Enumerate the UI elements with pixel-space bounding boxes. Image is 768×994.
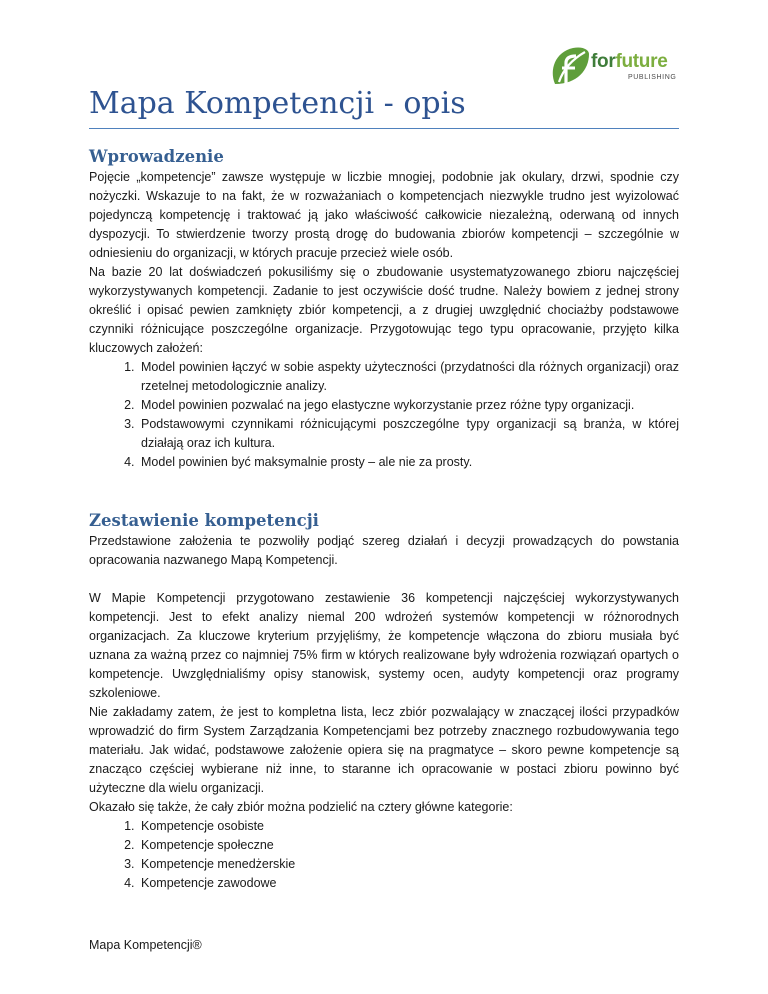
logo-wordmark bbox=[591, 51, 667, 73]
forfuture-logo bbox=[549, 44, 679, 90]
intro-assumptions-list bbox=[89, 358, 679, 472]
list-item: 1. Kompetencje osobiste bbox=[138, 817, 679, 836]
summary-paragraph-4: Okazało się także, że cały zbiór można podzielić na cztery główne kategorie: bbox=[89, 800, 513, 814]
intro-paragraph-2: Na bazie 20 lat doświadczeń pokusiliśmy się o zbudowanie usystematyzowanego zbioru najczęściej wykorzystywanych kompetencji. Zadanie to jest oczywiście dość trudne. Należy bowiem z jednej strony określić i opisać pewien zamknięty zbiór kompetencji, a z drugiej uwzględnić chociażby podstawowe czynniki różnicujące poszczególne organizacje. Przygotowując tego typu opracowanie, przyjęto kilka kluczowych założeń: bbox=[89, 265, 679, 355]
list-item: 3. Kompetencje menedżerskie bbox=[138, 855, 679, 874]
forfuture-leaf-icon bbox=[549, 44, 591, 90]
list-item: 2. Kompetencje społeczne bbox=[138, 836, 679, 855]
title-underline bbox=[89, 128, 679, 129]
paragraph-spacer bbox=[89, 570, 679, 589]
section-heading-summary: Zestawienie kompetencji bbox=[89, 511, 319, 530]
summary-paragraph-1: Przedstawione założenia te pozwoliły podjąć szereg działań i decyzji prowadzących do powstania opracowania nazwanego Mapą Kompetencji. bbox=[89, 534, 679, 567]
intro-paragraph-1: Pojęcie „kompetencje” zawsze występuje w liczbie mnogiej, podobnie jak okulary, drzwi, spodnie czy nożyczki. Wskazuje to na fakt, że w rozważaniach o kompetencjach niezwykle trudno jest wyizolować pojedynczą kompetencję i traktować ją jako właściwość całkowicie niezależną, oderwaną od innych dyspozycji. To stwierdzenie tworzy prostą drogę do budowania zbiorów kompetencji – szczególnie w odniesieniu do organizacji, w których pracuje przecież wiele osób. bbox=[89, 170, 679, 260]
summary-paragraph-2: W Mapie Kompetencji przygotowano zestawienie 36 kompetencji najczęściej wykorzystywanych kompetencji. Jest to efekt analizy niemal 200 wdrożeń systemów kompetencji w różnorodnych organizacjach. Za kluczowe kryterium przyjęliśmy, że kompetencje włączona do zbioru musiała być uznana za ważną przez co najmniej 75% firm w których realizowane były wdrożenia rozwiązań opartych o kompetencje. Uwzględnialiśmy opisy stanowisk, systemy ocen, audyty kompetencji oraz programy szkoleniowe. bbox=[89, 591, 679, 700]
list-item: 2. Model powinien pozwalać na jego elastyczne wykorzystanie przez różne typy organizacji. bbox=[138, 396, 679, 415]
list-item: 4. Kompetencje zawodowe bbox=[138, 874, 679, 893]
page-title: Mapa Kompetencji - opis bbox=[89, 86, 466, 121]
list-item: 4. Model powinien być maksymalnie prosty – ale nie za prosty. bbox=[138, 453, 679, 472]
list-item: 3. Podstawowymi czynnikami różnicującymi poszczególne typy organizacji są branża, w której działają oraz ich kultura. bbox=[138, 415, 679, 453]
section-heading-intro: Wprowadzenie bbox=[89, 147, 224, 166]
section-spacer bbox=[89, 472, 679, 510]
logo-wordmark-future: future bbox=[615, 51, 668, 72]
list-item: 1. Model powinien łączyć w sobie aspekty użyteczności (przydatności dla różnych organizacji) oraz rzetelnej metodologicznie analizy. bbox=[138, 358, 679, 396]
logo-wordmark-for: for bbox=[591, 51, 616, 72]
logo-subtitle: PUBLISHING bbox=[628, 74, 677, 81]
document-body bbox=[89, 146, 679, 893]
summary-paragraph-3: Nie zakładamy zatem, że jest to kompletna lista, lecz zbiór pozwalający w znaczącej ilości przypadków wprowadzić do firm System Zarządzania Kompetencjami bez potrzeby znacznego rozbudowywania tego materiału. Jak widać, podstawowe założenie opiera się na pragmatyce – skoro pewne kompetencje są znacząco częściej wybierane niż inne, to staranne ich opracowanie w postaci zbioru powinno być użyteczne dla wielu organizacji. bbox=[89, 705, 679, 795]
competence-categories-list bbox=[89, 817, 679, 893]
page-footer: Mapa Kompetencji® bbox=[89, 938, 202, 952]
